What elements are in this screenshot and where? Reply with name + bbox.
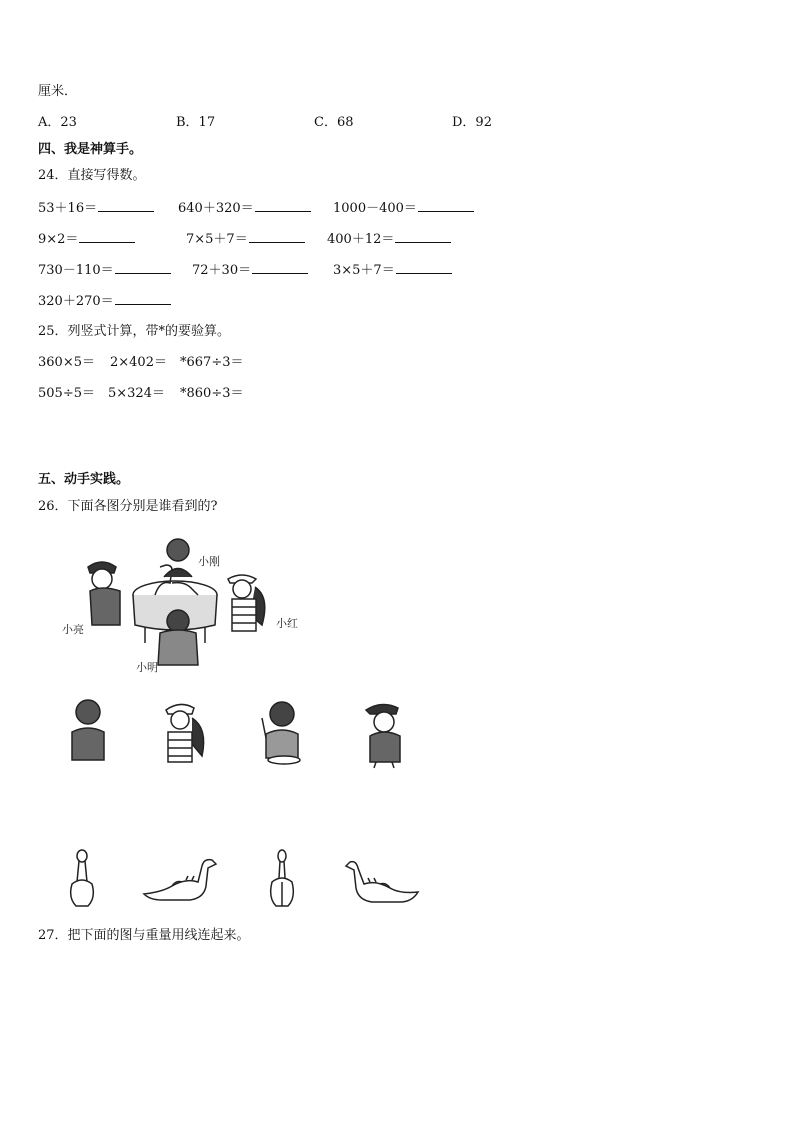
option-c: C．68 xyxy=(314,115,354,130)
label-xiaogang: 小刚 xyxy=(198,555,220,568)
kid-view-figure[interactable] xyxy=(362,700,410,768)
calc-item: 3×5＋7＝ xyxy=(333,261,452,279)
option-a: A．23 xyxy=(38,115,77,130)
vertical-calc-item: 360×5＝ xyxy=(38,355,95,370)
question-27-title: 27．把下面的图与重量用线连起来。 xyxy=(38,928,250,943)
calc-item: 72＋30＝ xyxy=(192,261,308,279)
answer-blank[interactable] xyxy=(249,230,305,243)
answer-blank[interactable] xyxy=(252,261,308,274)
question-24-title: 24．直接写得数。 xyxy=(38,168,146,183)
answer-blank[interactable] xyxy=(418,199,474,212)
label-xiaoming: 小明 xyxy=(136,661,158,674)
vertical-calc-item: *860÷3＝ xyxy=(180,386,244,401)
scene-illustration xyxy=(60,535,310,685)
kid-view-figure[interactable] xyxy=(66,696,110,762)
option-b: B．17 xyxy=(176,115,216,130)
question-26-title: 26．下面各图分别是谁看到的? xyxy=(38,499,218,514)
dinosaur-view-figure[interactable] xyxy=(142,856,222,906)
kid-view-figure[interactable] xyxy=(158,698,214,764)
label-xiaoliang: 小亮 xyxy=(62,623,84,636)
vertical-calc-item: *667÷3＝ xyxy=(180,355,244,370)
scene-drawing xyxy=(60,535,310,685)
answer-blank[interactable] xyxy=(115,292,171,305)
calc-item: 320＋270＝ xyxy=(38,292,171,310)
kid-view-figure[interactable] xyxy=(254,698,308,766)
answer-blank[interactable] xyxy=(255,199,311,212)
calc-item: 640＋320＝ xyxy=(178,199,311,217)
dinosaur-view-figure[interactable] xyxy=(64,848,100,910)
calc-item: 730－110＝ xyxy=(38,261,171,279)
answer-blank[interactable] xyxy=(396,261,452,274)
answer-blank[interactable] xyxy=(98,199,154,212)
vertical-calc-item: 5×324＝ xyxy=(108,386,165,401)
dinosaur-view-figure[interactable] xyxy=(344,856,420,908)
calc-item: 53＋16＝ xyxy=(38,199,154,217)
calc-item: 1000－400＝ xyxy=(333,199,474,217)
option-d: D．92 xyxy=(452,115,492,130)
label-xiaohong: 小红 xyxy=(276,617,298,630)
calc-item: 9×2＝ xyxy=(38,230,135,248)
answer-blank[interactable] xyxy=(395,230,451,243)
dinosaur-view-figure[interactable] xyxy=(266,848,300,910)
question-25-title: 25．列竖式计算，带*的要验算。 xyxy=(38,324,231,339)
previous-question-fragment: 厘米． xyxy=(38,84,78,99)
answer-blank[interactable] xyxy=(115,261,171,274)
answer-blank[interactable] xyxy=(79,230,135,243)
vertical-calc-item: 2×402＝ xyxy=(110,355,167,370)
section-5-heading: 五、动手实践。 xyxy=(38,472,130,487)
calc-item: 400＋12＝ xyxy=(327,230,451,248)
vertical-calc-item: 505÷5＝ xyxy=(38,386,95,401)
calc-item: 7×5＋7＝ xyxy=(186,230,305,248)
section-4-heading: 四、我是神算手。 xyxy=(38,142,143,157)
